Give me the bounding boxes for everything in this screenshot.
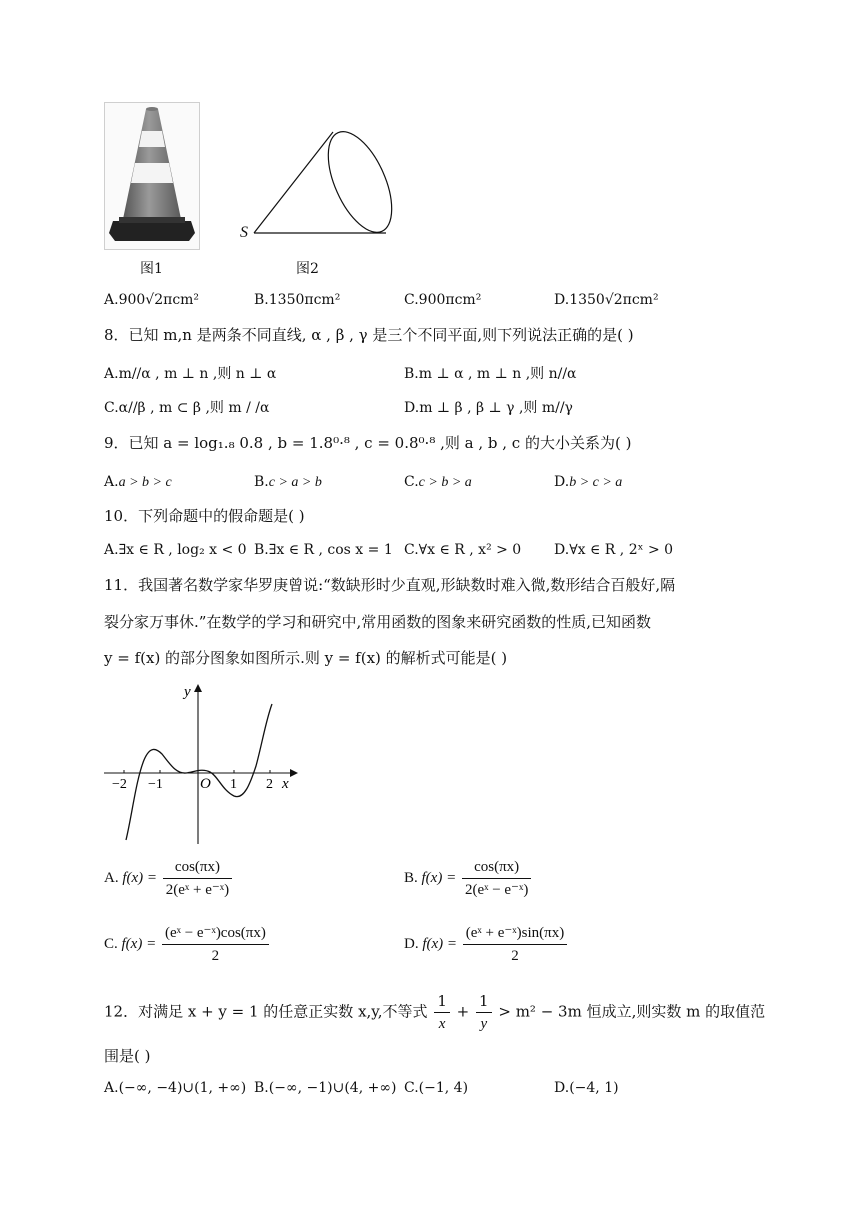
q9-option-c: C.c > b > a — [404, 474, 472, 490]
q12-option-c: C.(−1, 4) — [404, 1080, 469, 1096]
function-curve — [126, 704, 272, 840]
function-graph — [100, 680, 300, 846]
q8-stem: 8．已知 m,n 是两条不同直线, α , β , γ 是三个不同平面,则下列说法正确的是( ) — [104, 326, 634, 344]
q12-option-b: B.(−∞, −1)∪(4, +∞) — [254, 1080, 397, 1096]
q9-option-a: A.a > b > c — [104, 474, 172, 490]
x-axis-label: x — [282, 776, 289, 792]
fig2-caption: 图2 — [296, 261, 319, 277]
traffic-cone-image — [105, 103, 199, 249]
q11-option-a: A. f(x) = $\frac{\cos(\pi x)}{\text{2(eˣ + e⁻ˣ)}}$ — [104, 856, 234, 901]
q10-option-c: C.∀x ∈ R , x² > 0 — [404, 542, 522, 558]
q8-option-c: C.α//β , m ⊂ β ,则 m / /α — [104, 400, 270, 416]
tick-label-2: 2 — [266, 777, 273, 792]
q7-option-c: C.900πcm² — [404, 292, 482, 308]
q8-option-b: B.m ⊥ α , m ⊥ n ,则 n//α — [404, 366, 577, 382]
q11-option-d: D. f(x) = $\frac{\text{(eˣ + e⁻ˣ)sin(πx)}}{2}$ — [404, 922, 569, 967]
q10-stem: 10．下列命题中的假命题是( ) — [104, 507, 305, 525]
q7-option-d: D.1350√2πcm² — [554, 292, 659, 308]
y-axis-arrow — [194, 684, 202, 692]
x-axis-arrow — [290, 769, 298, 777]
q12-stem-line2: 围是( ) — [104, 1047, 151, 1065]
q8-option-a: A.m//α , m ⊥ n ,则 n ⊥ α — [104, 366, 277, 382]
tick-label-neg2: −2 — [112, 777, 127, 792]
q7-option-b: B.1350πcm² — [254, 292, 341, 308]
fig1-caption: 图1 — [140, 261, 163, 277]
q7-option-a: A.900√2πcm² — [104, 292, 200, 308]
vertex-label-s: S — [240, 224, 248, 241]
q11-stem-line2: 裂分家万事休.”在数学的学习和研究中,常用函数的图象来研究函数的性质,已知函数 — [104, 613, 651, 631]
cone-diagram — [236, 124, 396, 244]
tick-label-neg1: −1 — [148, 777, 163, 792]
q10-option-b: B.∃x ∈ R , cos x = 1 — [254, 542, 393, 558]
q12-option-d: D.(−4, 1) — [554, 1080, 619, 1096]
q8-option-d: D.m ⊥ β , β ⊥ γ ,则 m//γ — [404, 400, 573, 416]
q11-option-b: B. f(x) = $\frac{\cos(\pi x)}{\text{2(eˣ − e⁻ˣ)}}$ — [404, 856, 533, 901]
q12-option-a: A.(−∞, −4)∪(1, +∞) — [104, 1080, 247, 1096]
q9-option-b: B.c > a > b — [254, 474, 322, 490]
q9-stem: 9．已知 a = log₁.₈ 0.8 , b = 1.8⁰·⁸ , c = 0.8⁰·⁸ ,则 a , b , c 的大小关系为( ) — [104, 434, 632, 452]
q12-stem: 12．对满足 x + y = 1 的任意正实数 x,y,不等式 $\frac{1}{x}$ + $\frac{1}{y}$ > m² − 3m 恒成立,则实数 m 的取值范 — [104, 992, 766, 1032]
q11-stem-line1: 11．我国著名数学家华罗庚曾说:“数缺形时少直观,形缺数时难入微,数形结合百般好,隔 — [104, 576, 676, 594]
y-axis-label: y — [184, 684, 191, 700]
q10-option-d: D.∀x ∈ R , 2ˣ > 0 — [554, 542, 674, 558]
q10-option-a: A.∃x ∈ R , log₂ x < 0 — [104, 542, 247, 558]
q11-stem-line3: y = f(x) 的部分图象如图所示.则 y = f(x) 的解析式可能是( ) — [104, 649, 508, 667]
tick-label-1: 1 — [230, 777, 237, 792]
q11-option-c: C. f(x) = $\frac{\text{(eˣ − e⁻ˣ)cos(πx)}}{2}$ — [104, 922, 271, 967]
traffic-cone-photo — [104, 102, 200, 250]
origin-label: O — [200, 776, 211, 792]
q9-option-d: D.b > c > a — [554, 474, 623, 490]
